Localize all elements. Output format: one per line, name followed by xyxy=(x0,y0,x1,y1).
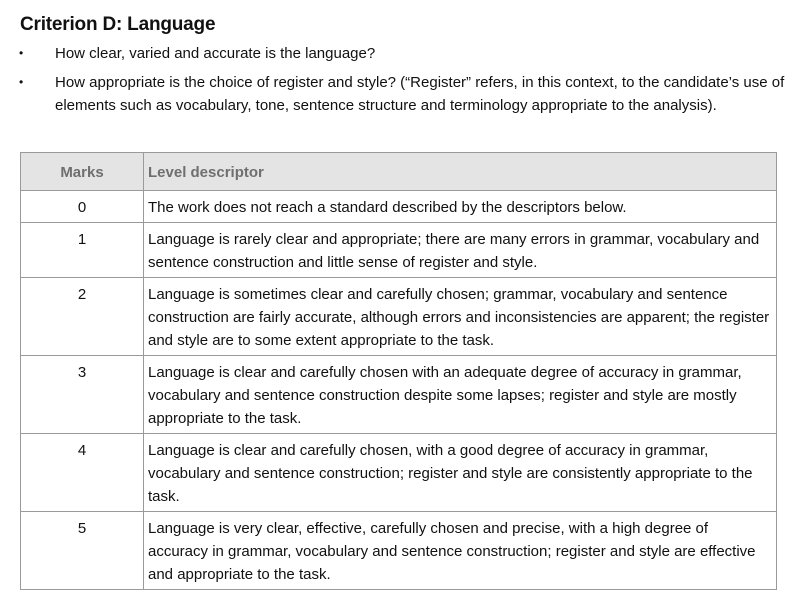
mark-cell: 2 xyxy=(21,278,144,356)
marks-column-header: Marks xyxy=(21,153,144,191)
question-text: How appropriate is the choice of register and style? (“Register” refers, in this context, to the candidate’s use of elements such as vocabulary, tone, sentence structure and terminology appropriate to the analysis). xyxy=(55,74,785,114)
question-text: How clear, varied and accurate is the language? xyxy=(55,45,376,62)
level-descriptor-table xyxy=(20,152,777,590)
mark-cell: 4 xyxy=(21,434,144,512)
question-item xyxy=(0,71,785,117)
table-row xyxy=(21,512,777,590)
descriptor-column-header: Level descriptor xyxy=(144,153,777,191)
mark-cell: 0 xyxy=(21,191,144,223)
question-item xyxy=(0,42,785,65)
descriptor-cell: Language is sometimes clear and carefully chosen; grammar, vocabulary and sentence construction are fairly accurate, although errors and inconsistencies are apparent; the register and style are to some extent appropriate to the task. xyxy=(144,278,777,356)
descriptor-cell: Language is very clear, effective, carefully chosen and precise, with a high degree of accuracy in grammar, vocabulary and sentence construction; register and style are effective and appropriate to the task. xyxy=(144,512,777,590)
mark-cell: 5 xyxy=(21,512,144,590)
table-header-row xyxy=(21,153,777,191)
mark-cell: 1 xyxy=(21,223,144,278)
descriptor-cell: Language is clear and carefully chosen with an adequate degree of accuracy in grammar, vocabulary and sentence construction despite some lapses; register and style are mostly appropriate to the task. xyxy=(144,356,777,434)
bullet-icon: • xyxy=(19,46,24,60)
table-row xyxy=(21,191,777,223)
mark-cell: 3 xyxy=(21,356,144,434)
table-row xyxy=(21,356,777,434)
table-row xyxy=(21,278,777,356)
descriptor-cell: Language is clear and carefully chosen, with a good degree of accuracy in grammar, vocabulary and sentence construction; register and style are consistently appropriate to the task. xyxy=(144,434,777,512)
table-row xyxy=(21,223,777,278)
descriptor-cell: The work does not reach a standard described by the descriptors below. xyxy=(144,191,777,223)
bullet-icon: • xyxy=(19,75,24,89)
descriptor-cell: Language is rarely clear and appropriate; there are many errors in grammar, vocabulary and sentence construction and little sense of register and style. xyxy=(144,223,777,278)
criterion-title: Criterion D: Language xyxy=(20,14,216,35)
table-row xyxy=(21,434,777,512)
criterion-questions xyxy=(0,42,800,123)
